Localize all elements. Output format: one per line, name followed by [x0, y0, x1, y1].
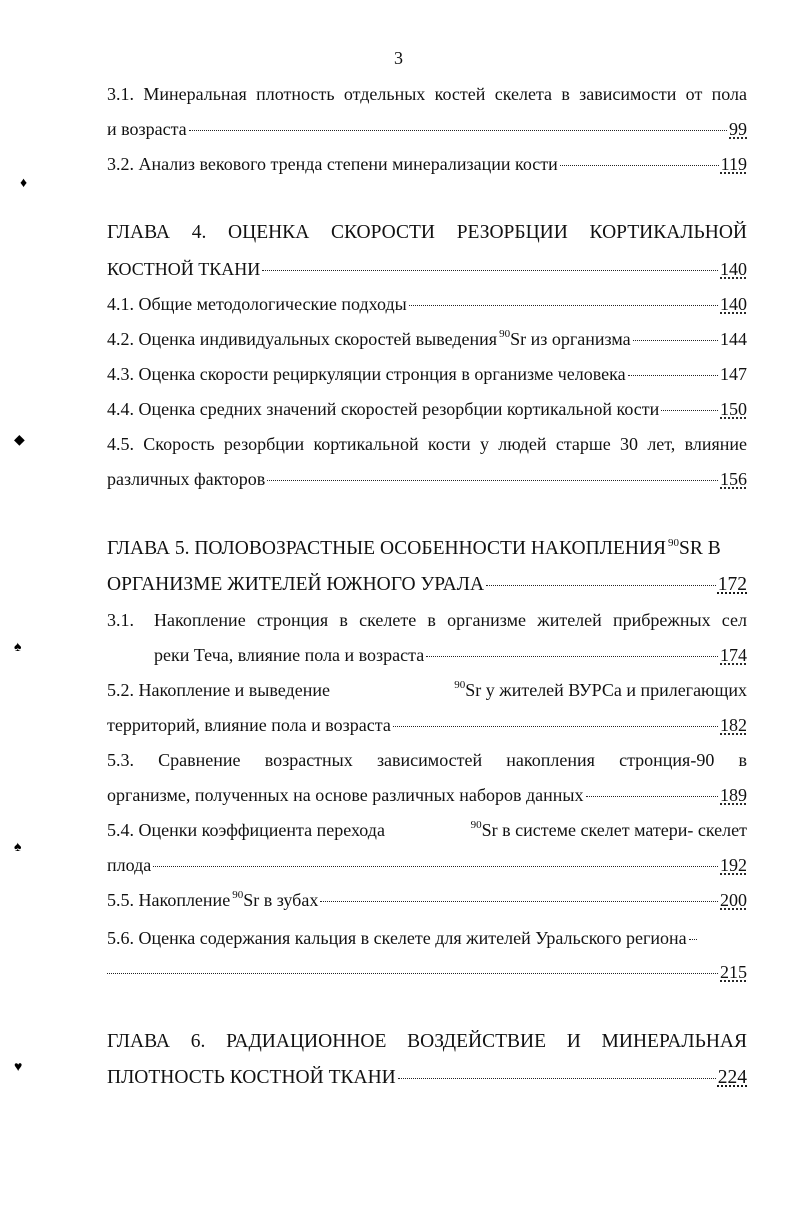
- dot-leader: [661, 410, 718, 411]
- toc-entry-4-5-line1: 4.5. Скорость резорбции кортикальной кости у людей старше 30 лет, влияние: [107, 434, 747, 454]
- dot-leader: [409, 305, 718, 306]
- dot-leader: [560, 165, 719, 166]
- toc-entry-text: и возраста: [107, 119, 187, 139]
- toc-entry-4-4: [107, 397, 747, 421]
- toc-entry-text: плода: [107, 855, 152, 875]
- toc-entry-text: [107, 818, 747, 845]
- toc-page-number: 150: [720, 399, 747, 419]
- toc-entry-text-post: Sr у жителей ВУРСа и прилегающих: [465, 680, 747, 700]
- dot-leader: [628, 375, 718, 376]
- dot-leader: [398, 1078, 716, 1079]
- toc-entry-4-1: [107, 292, 747, 316]
- toc-entry-text: 5.5. Накопление: [107, 890, 231, 910]
- dot-leader: [393, 726, 718, 727]
- toc-entry-text: ОРГАНИЗМЕ ЖИТЕЛЕЙ ЮЖНОГО УРАЛА: [107, 574, 485, 595]
- toc-entry-text: 5.6. Оценка содержания кальция в скелете для жителей Уральского региона: [107, 928, 687, 948]
- toc-page-number: 174: [720, 645, 747, 665]
- isotope-superscript: 90: [499, 328, 511, 340]
- toc-entry-text: территорий, влияние пола и возраста: [107, 715, 391, 735]
- scan-mark-icon: ♠: [14, 840, 22, 855]
- toc-page-number: 172: [717, 574, 747, 595]
- toc-page-number: 182: [720, 715, 747, 735]
- toc-entry-text: Sr в зубах: [243, 890, 319, 910]
- toc-entry-3-1-line1: 3.1. Минеральная плотность отдельных костей скелета в зависимости от пола: [107, 84, 747, 104]
- toc-entry-text: организме, полученных на основе различных наборов данных: [107, 785, 584, 805]
- toc-entry-3-1-line2: [107, 117, 747, 141]
- dot-leader: [189, 130, 727, 131]
- chapter-5-heading-line2: [107, 573, 747, 597]
- toc-entry-text: SR В: [679, 538, 721, 559]
- toc-page-number: 99: [729, 119, 747, 139]
- toc-entry-text: реки Теча, влияние пола и возраста: [154, 645, 425, 665]
- scan-mark-icon: ♠: [14, 640, 22, 655]
- chapter-4-heading-line2: [107, 257, 747, 281]
- scan-mark-icon: ♦: [20, 176, 28, 191]
- chapter-6-heading-line1: ГЛАВА 6. РАДИАЦИОННОЕ ВОЗДЕЙСТВИЕ И МИНЕРАЛЬНАЯ: [107, 1031, 747, 1052]
- toc-entry-text: различных факторов: [107, 469, 266, 489]
- toc-entry-text: [107, 678, 747, 705]
- toc-entry-number: 3.1.: [107, 610, 134, 630]
- scan-mark-icon: ♥: [14, 1060, 23, 1075]
- dot-leader: [262, 270, 718, 271]
- toc-entry-4-3: [107, 362, 747, 386]
- scan-mark-icon: ◆: [14, 433, 25, 448]
- chapter-4-heading-line1: ГЛАВА 4. ОЦЕНКА СКОРОСТИ РЕЗОРБЦИИ КОРТИКАЛЬНОЙ: [107, 222, 747, 243]
- toc-page-number: 189: [720, 785, 747, 805]
- toc-entry-3-2: [107, 152, 747, 176]
- toc-entry-text-pre: 5.2. Накопление и выведение: [107, 680, 330, 700]
- toc-page-number: 144: [720, 329, 747, 349]
- toc-entry-text: 4.4. Оценка средних значений скоростей резорбции кортикальной кости: [107, 399, 660, 419]
- chapter-5-heading-line1: [107, 537, 747, 563]
- isotope-superscript: 90: [454, 679, 466, 691]
- toc-entry-text: ГЛАВА 5. ПОЛОВОЗРАСТНЫЕ ОСОБЕННОСТИ НАКОПЛЕНИЯ: [107, 538, 666, 559]
- toc-entry-text: 3.2. Анализ векового тренда степени минерализации кости: [107, 154, 558, 174]
- toc-page-number: 119: [720, 154, 747, 174]
- toc-page-number: 215: [720, 962, 747, 982]
- chapter-6-heading-line2: [107, 1066, 747, 1090]
- isotope-superscript: 90: [470, 819, 482, 831]
- toc-entry-5-5: [107, 888, 747, 915]
- toc-entry-5-2-line2: [107, 713, 747, 737]
- toc-entry-text: Накопление стронция в скелете в организме жителей прибрежных сел: [154, 610, 747, 630]
- toc-entry-5-3-line2: [107, 783, 747, 807]
- dot-leader: [320, 901, 718, 902]
- toc-entry-text: 4.1. Общие методологические подходы: [107, 294, 407, 314]
- toc-entry-text-post: Sr в системе скелет матери- скелет: [481, 820, 747, 840]
- toc-entry-text: 4.2. Оценка индивидуальных скоростей выведения: [107, 329, 498, 349]
- toc-entry-5-3-line1: 5.3. Сравнение возрастных зависимостей накопления стронция-90 в: [107, 750, 747, 770]
- dot-leader: [107, 973, 718, 974]
- toc-page-number: 140: [720, 259, 747, 279]
- toc-entry-5-6-line1: [107, 926, 747, 950]
- dot-leader: [633, 340, 718, 341]
- toc-entry-text: 4.3. Оценка скорости рециркуляции стронция в организме человека: [107, 364, 626, 384]
- dot-leader: [689, 939, 697, 940]
- toc-entry-5-4-line2: [107, 853, 747, 877]
- dot-leader: [426, 656, 718, 657]
- toc-page-number: 147: [720, 364, 747, 384]
- dot-leader: [153, 866, 718, 867]
- toc-entry-5-2-line1: [107, 678, 747, 705]
- toc-entry-4-2: [107, 327, 747, 354]
- isotope-superscript: 90: [668, 537, 679, 549]
- toc-page-number: 156: [720, 469, 747, 489]
- toc-entry-5-4-line1: [107, 818, 747, 845]
- dot-leader: [267, 480, 718, 481]
- toc-entry-text: Sr из организма: [510, 329, 631, 349]
- isotope-superscript: 90: [232, 889, 244, 901]
- page-number: 3: [394, 48, 403, 68]
- toc-entry-5-6-line2: [107, 960, 747, 984]
- toc-page-number: 140: [720, 294, 747, 314]
- dot-leader: [586, 796, 718, 797]
- toc-entry-4-5-line2: [107, 467, 747, 491]
- toc-page-number: 200: [720, 890, 747, 910]
- toc-entry-text-pre: 5.4. Оценки коэффициента перехода: [107, 820, 385, 840]
- toc-entry-text: ПЛОТНОСТЬ КОСТНОЙ ТКАНИ: [107, 1067, 396, 1088]
- toc-entry-text: КОСТНОЙ ТКАНИ: [107, 259, 261, 279]
- toc-page-number: 224: [717, 1067, 747, 1088]
- toc-page-number: 192: [720, 855, 747, 875]
- dot-leader: [486, 585, 716, 586]
- toc-entry-5-1-line1: [107, 608, 747, 632]
- toc-entry-text-rest: [452, 678, 747, 705]
- toc-entry-5-1-line2: [154, 643, 747, 667]
- toc-entry-text-rest: [469, 818, 747, 845]
